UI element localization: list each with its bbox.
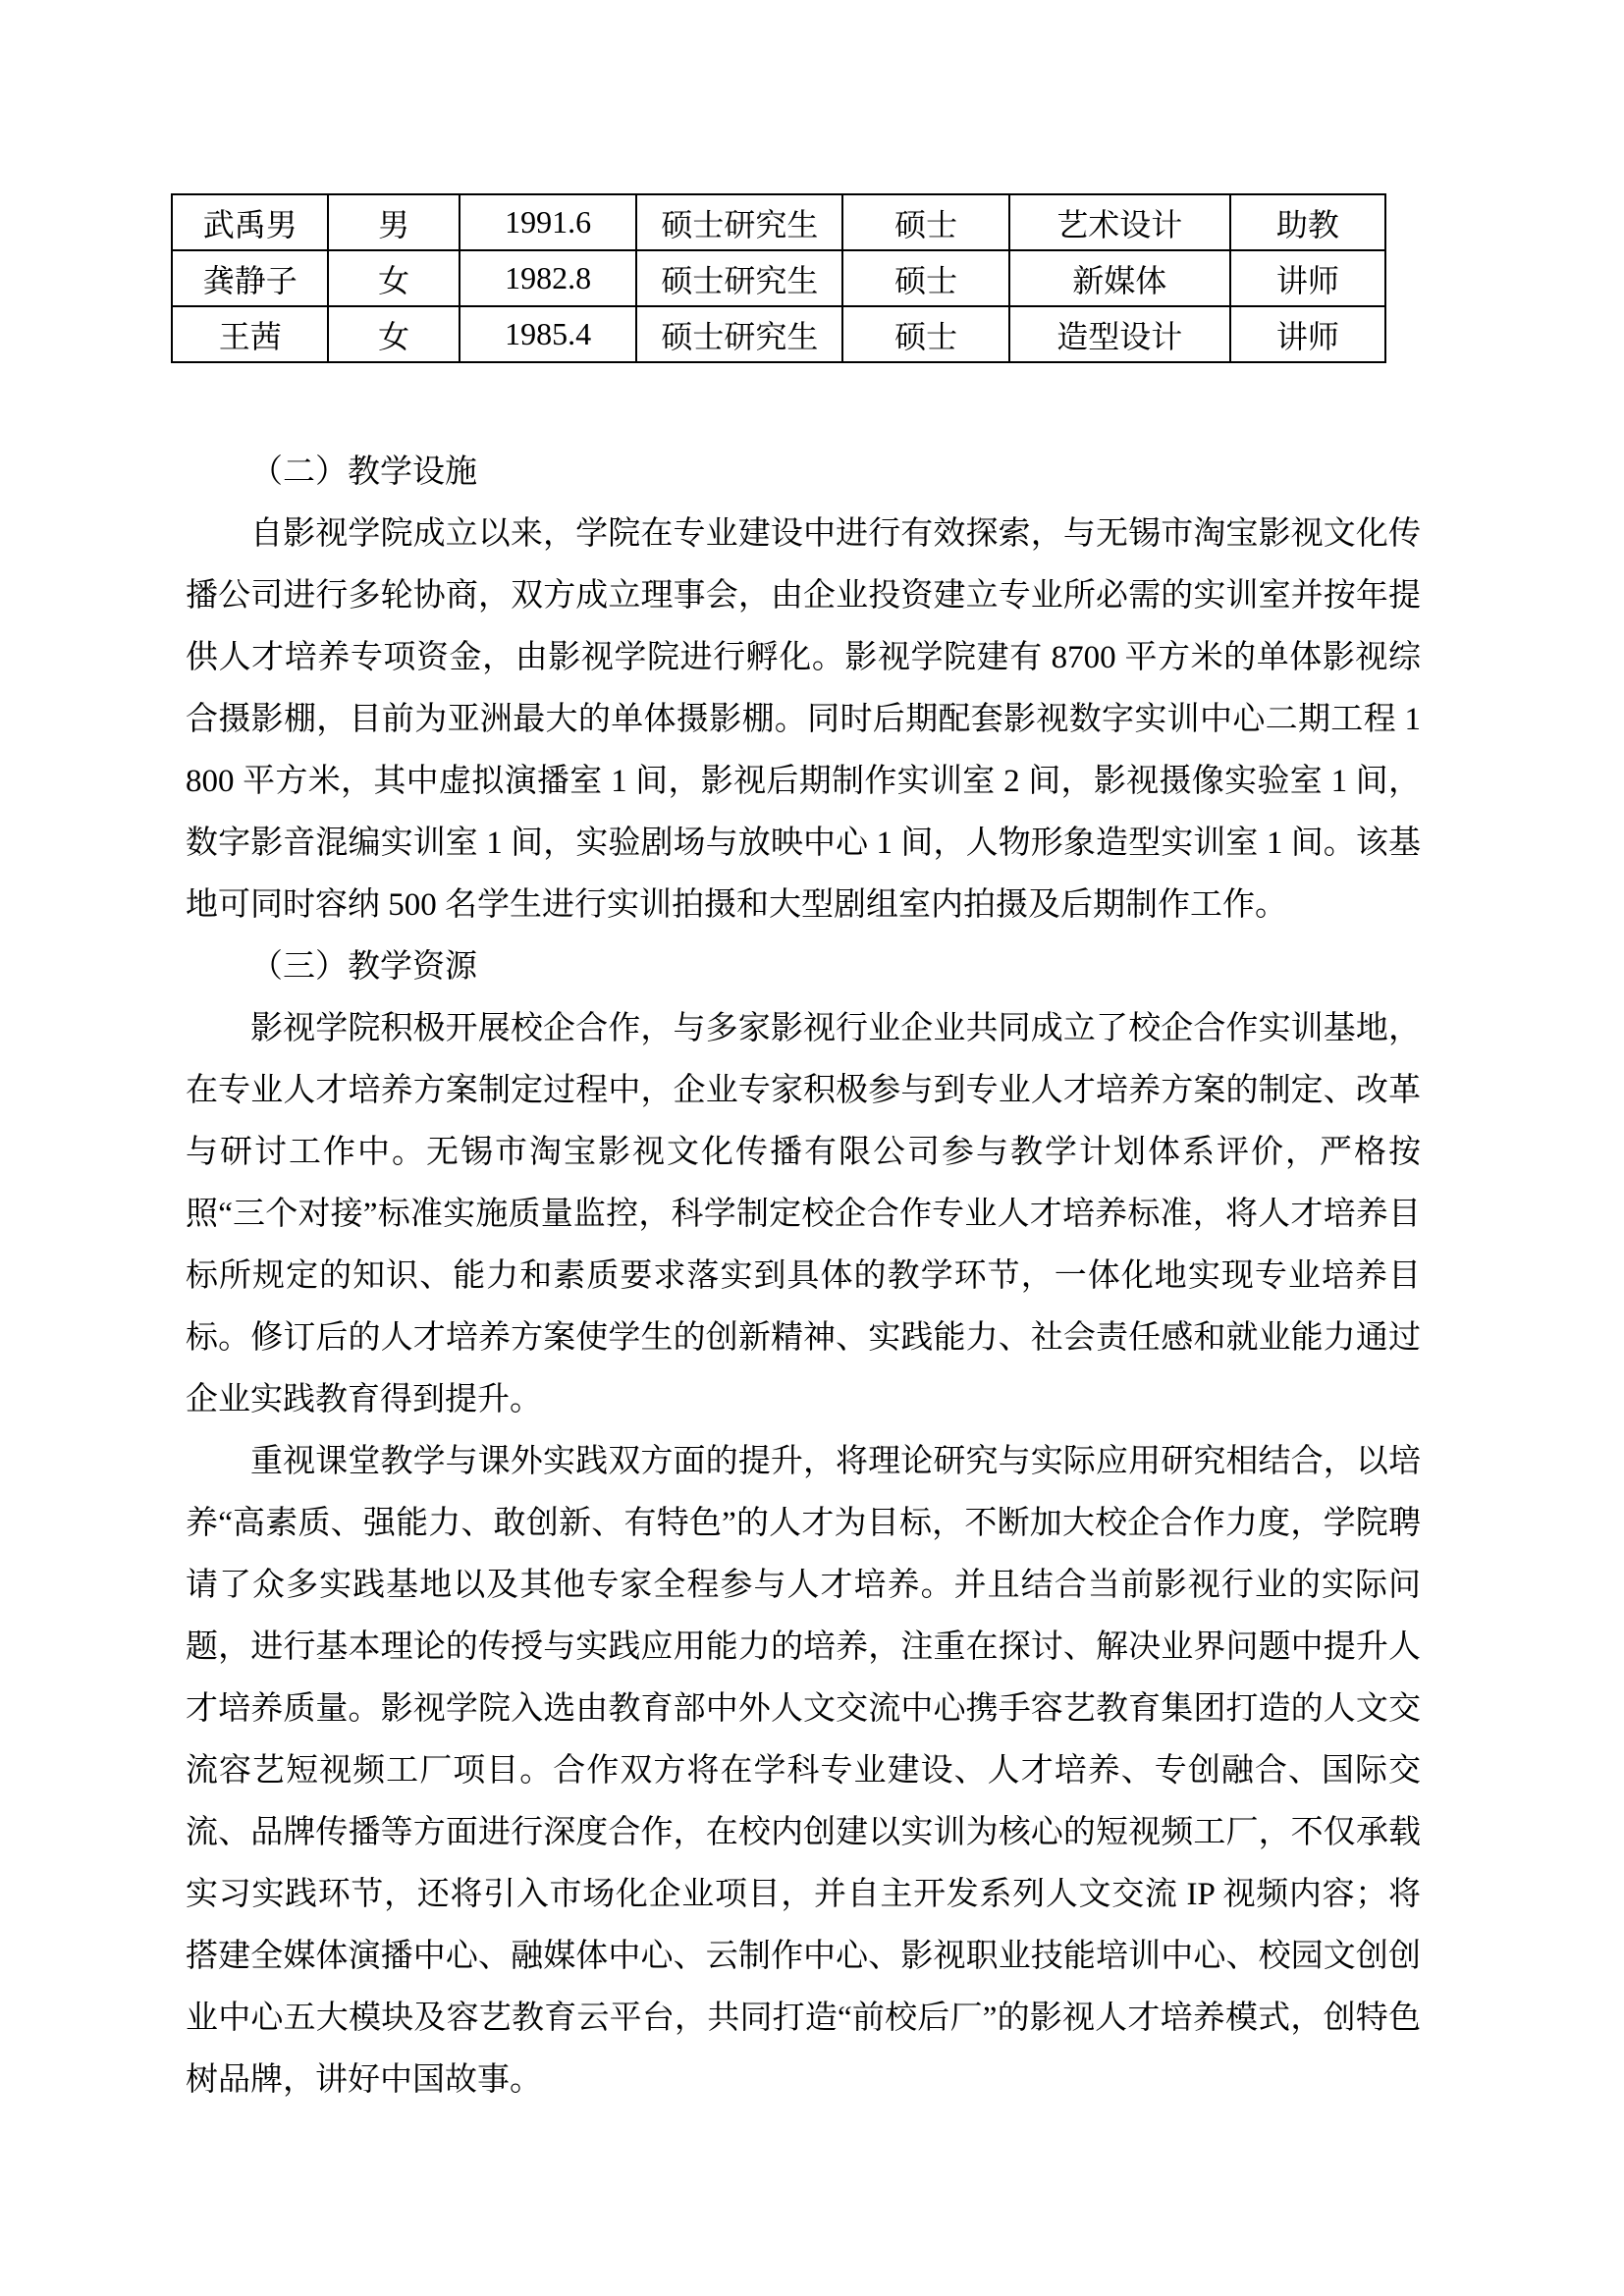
cell-title: 讲师	[1230, 306, 1385, 362]
cell-education: 硕士研究生	[636, 250, 842, 306]
cell-birth-date: 1982.8	[460, 250, 636, 306]
cell-specialty: 艺术设计	[1009, 194, 1230, 250]
cell-education: 硕士研究生	[636, 194, 842, 250]
document-body	[186, 442, 1421, 2111]
cell-gender: 女	[328, 250, 459, 306]
cell-specialty: 新媒体	[1009, 250, 1230, 306]
cell-specialty: 造型设计	[1009, 306, 1230, 362]
cell-birth-date: 1991.6	[460, 194, 636, 250]
cell-teacher-name: 武禹男	[172, 194, 328, 250]
cell-degree: 硕士	[842, 306, 1008, 362]
cell-birth-date: 1985.4	[460, 306, 636, 362]
table-row	[172, 250, 1385, 306]
section-heading-teaching-resources: （三）教学资源	[250, 949, 477, 985]
paragraph-teaching-facilities: 自影视学院成立以来，学院在专业建设中进行有效探索，与无锡市淘宝影视文化传播公司进行多轮协商，双方成立理事会，由企业投资建立专业所必需的实训室并按年提供人才培养专项资金，由影视学院进行孵化。影视学院建有 8700 平方米的单体影视综合摄影棚，目前为亚洲最大的单体摄影棚。同时后期配套影视数字实训中心二期工程 1800 平方米，其中虚拟演播室 1 间，影视后期制作实训室 2 间，影视摄像实验室 1 间，数字影音混编实训室 1 间，实验剧场与放映中心 1 间，人物形象造型实训室 1 间。该基地可同时容纳 500 名学生进行实训拍摄和大型剧组室内拍摄及后期制作工作。	[186, 516, 1421, 923]
cell-teacher-name: 王茜	[172, 306, 328, 362]
paragraph-teaching-resources-1: 影视学院积极开展校企合作，与多家影视行业企业共同成立了校企合作实训基地，在专业人才培养方案制定过程中，企业专家积极参与到专业人才培养方案的制定、改革与研讨工作中。无锡市淘宝影视文化传播有限公司参与教学计划体系评价，严格按照“三个对接”标准实施质量监控，科学制定校企合作专业人才培养标准，将人才培养目标所规定的知识、能力和素质要求落实到具体的教学环节，一体化地实现专业培养目标。修订后的人才培养方案使学生的创新精神、实践能力、社会责任感和就业能力通过企业实践教育得到提升。	[186, 1011, 1421, 1417]
cell-degree: 硕士	[842, 250, 1008, 306]
cell-teacher-name: 龚静子	[172, 250, 328, 306]
table-row	[172, 194, 1385, 250]
cell-title: 助教	[1230, 194, 1385, 250]
cell-degree: 硕士	[842, 194, 1008, 250]
cell-gender: 男	[328, 194, 459, 250]
faculty-table	[171, 193, 1386, 363]
table-row	[172, 306, 1385, 362]
cell-title: 讲师	[1230, 250, 1385, 306]
cell-gender: 女	[328, 306, 459, 362]
section-heading-teaching-facilities: （二）教学设施	[250, 454, 477, 490]
cell-education: 硕士研究生	[636, 306, 842, 362]
paragraph-teaching-resources-2: 重视课堂教学与课外实践双方面的提升，将理论研究与实际应用研究相结合，以培养“高素质、强能力、敢创新、有特色”的人才为目标，不断加大校企合作力度，学院聘请了众多实践基地以及其他专家全程参与人才培养。并且结合当前影视行业的实际问题，进行基本理论的传授与实践应用能力的培养，注重在探讨、解决业界问题中提升人才培养质量。影视学院入选由教育部中外人文交流中心携手容艺教育集团打造的人文交流容艺短视频工厂项目。合作双方将在学科专业建设、人才培养、专创融合、国际交流、品牌传播等方面进行深度合作，在校内创建以实训为核心的短视频工厂，不仅承载实习实践环节，还将引入市场化企业项目，并自主开发系列人文交流 IP 视频内容；将搭建全媒体演播中心、融媒体中心、云制作中心、影视职业技能培训中心、校园文创创业中心五大模块及容艺教育云平台，共同打造“前校后厂”的影视人才培养模式，创特色树品牌，讲好中国故事。	[186, 1444, 1421, 2098]
